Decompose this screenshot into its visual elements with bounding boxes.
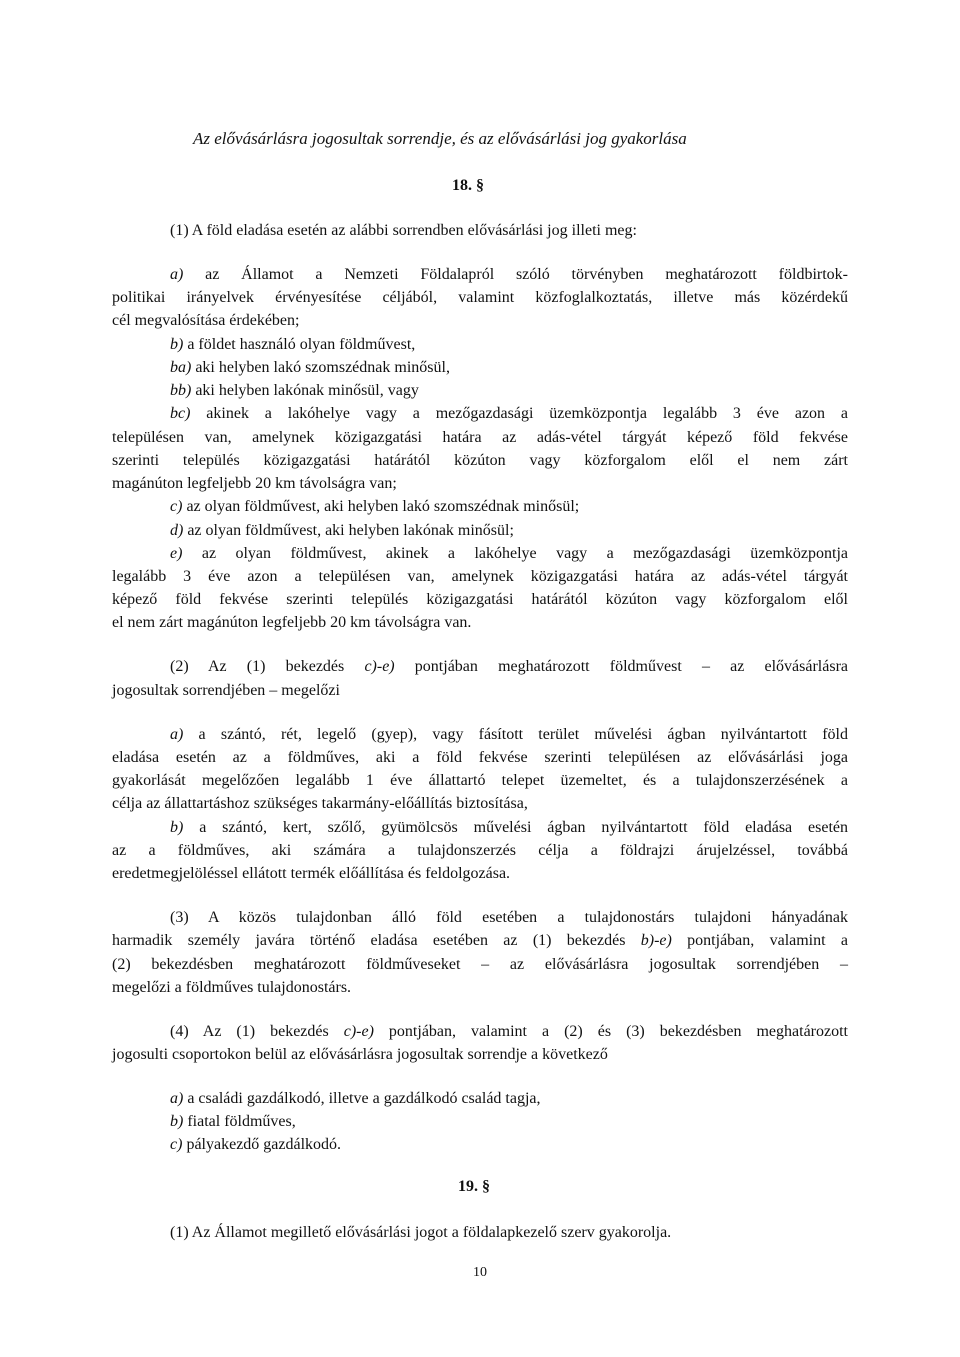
paragraph-2-a-line-2: eladása esetén az a földműves, aki a föld fekvése szerinti településen az elővásárlási joga (112, 749, 848, 766)
paragraph-3-line-2: harmadik személy javára történő eladása esetében az (1) bekezdés b)-e) pontjában, valamint a (112, 932, 848, 949)
section-19-title: 19. § (458, 1178, 490, 1195)
point-b: b) a földet használó olyan földművest, (170, 336, 416, 353)
point-e-line-1: e) az olyan földművest, akinek a lakóhelye vagy a mezőgazdasági üzemközpontja (170, 545, 849, 562)
point-e-line-2: legalább 3 éve azon a településen van, amelynek közigazgatási határa az adás-vétel tárgyát (112, 568, 848, 585)
section-19-paragraph-1: (1) Az Államot megillető elővásárlási jogot a földalapkezelő szerv gyakorolja. (170, 1224, 672, 1241)
heading: Az elővásárlásra jogosultak sorrendje, és az elővásárlási jog gyakorlása (193, 129, 687, 148)
point-bb: bb) aki helyben lakónak minősül, vagy (170, 382, 419, 399)
paragraph-4-c: c) pályakezdő gazdálkodó. (170, 1136, 342, 1153)
paragraph-4-a: a) a családi gazdálkodó, illetve a gazdálkodó család tagja, (170, 1090, 541, 1107)
point-bc-line-4: magánúton legfeljebb 20 km távolságra van; (112, 475, 397, 492)
paragraph-3-line-1: (3) A közös tulajdonban álló föld esetében a tulajdonostárs tulajdoni hányadának (170, 909, 848, 926)
paragraph-4-line-1: (4) Az (1) bekezdés c)-e) pontjában, valamint a (2) és (3) bekezdésben meghatározott (170, 1023, 849, 1040)
paragraph-2-line-2: jogosultak sorrendjében – megelőzi (112, 682, 340, 699)
point-ba: ba) aki helyben lakó szomszédnak minősül, (170, 359, 450, 376)
point-a-line-1: a) az Államot a Nemzeti Földalapról szóló törvényben meghatározott földbirtok- (170, 266, 849, 283)
page-number: 10 (473, 1265, 487, 1280)
point-e-line-3: képező föld fekvése szerinti település közigazgatási határától közúton vagy közforgalom elől (112, 591, 848, 608)
point-bc-line-1: bc) akinek a lakóhelye vagy a mezőgazdasági üzemközpontja legalább 3 éve azon a (170, 405, 848, 422)
paragraph-2-a-line-4: célja az állattartáshoz szükséges takarmány-előállítás biztosítása, (112, 795, 528, 812)
point-c: c) az olyan földművest, aki helyben lakó szomszédnak minősül; (170, 498, 580, 515)
point-e-line-4: el nem zárt magánúton legfeljebb 20 km távolságra van. (112, 614, 472, 631)
paragraph-2-line-1: (2) Az (1) bekezdés c)-e) pontjában meghatározott földművest – az elővásárlásra (170, 658, 849, 675)
point-a-label: a) (170, 266, 184, 283)
section-18-title: 18. § (452, 177, 484, 194)
point-bc-line-2: településen van, amelynek közigazgatási határa az adás-vétel tárgyát képező föld fekvése (112, 429, 848, 446)
paragraph-2-a-line-1: a) a szántó, rét, legelő (gyep), vagy fásított terület művelési ágban nyilvántartott föld (170, 726, 848, 743)
point-a-line-3: cél megvalósítása érdekében; (112, 312, 300, 329)
paragraph-2-b-line-2: az a földműves, aki számára a tulajdonszerzés célja a földrajzi árujelzéssel, továbbá (112, 842, 848, 859)
paragraph-4-line-2: jogosulti csoportokon belül az elővásárlásra jogosultak sorrendje a következő (112, 1046, 608, 1063)
point-bc-line-3: szerinti település közigazgatási határától közúton vagy közforgalom elől el nem zárt (112, 452, 848, 469)
paragraph-2-b-line-1: b) a szántó, kert, szőlő, gyümölcsös művelési ágban nyilvántartott föld eladása esetén (170, 819, 848, 836)
paragraph-1: (1) A föld eladása esetén az alábbi sorrendben elővásárlási jog illeti meg: (170, 222, 637, 239)
paragraph-3-line-3: (2) bekezdésben meghatározott földműveseket – az elővásárlásra jogosultak sorrendjében – (112, 956, 848, 973)
paragraph-3-line-4: megelőzi a földműves tulajdonostárs. (112, 979, 352, 996)
paragraph-2-a-line-3: gyakorlását megelőzően legalább 1 éve állattartó telepet üzemeltet, és a tulajdonszerzésének a (112, 772, 848, 789)
point-d: d) az olyan földművest, aki helyben lakónak minősül; (170, 522, 514, 539)
paragraph-4-b: b) fiatal földműves, (170, 1113, 296, 1130)
paragraph-2-b-line-3: eredetmegjelöléssel ellátott termék előállítása és feldolgozása. (112, 865, 511, 882)
point-a-line-2: politikai irányelvek érvényesítése céljából, valamint közfoglalkoztatás, illetve más közérdekű (112, 289, 848, 306)
